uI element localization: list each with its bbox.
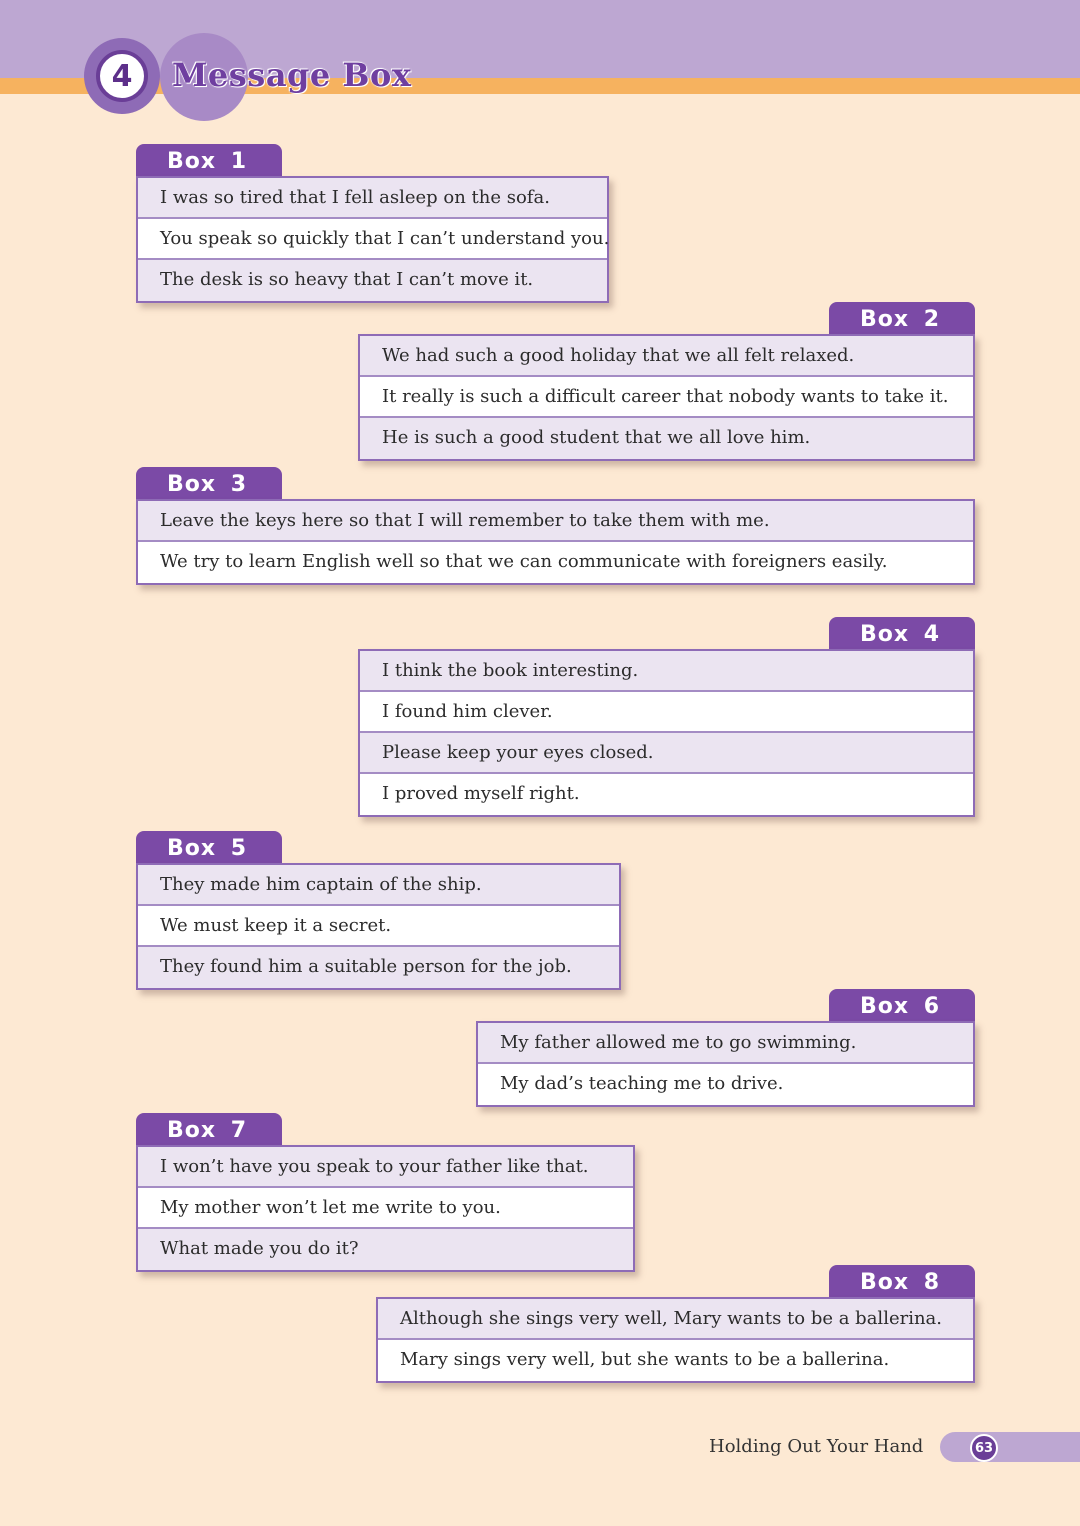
sentence-row: They made him captain of the ship.	[138, 865, 619, 906]
sentence-row: It really is such a difficult career that nobody wants to take it.	[360, 377, 973, 418]
sentence-row: We must keep it a secret.	[138, 906, 619, 947]
box-label: Box 7	[136, 1113, 282, 1147]
box-label: Box 2	[829, 302, 975, 336]
sentence-row: You speak so quickly that I can’t understand you.	[138, 219, 607, 260]
sentence-list	[358, 649, 975, 817]
footer-page-tab	[940, 1432, 1080, 1462]
sentence-row: Please keep your eyes closed.	[360, 733, 973, 774]
box-label: Box 6	[829, 989, 975, 1023]
sentence-row: He is such a good student that we all love him.	[360, 418, 973, 459]
sentence-row: I proved myself right.	[360, 774, 973, 815]
sentence-list	[136, 176, 609, 303]
sentence-row: I think the book interesting.	[360, 651, 973, 692]
sentence-list	[136, 863, 621, 990]
sentence-row: What made you do it?	[138, 1229, 633, 1270]
page-title: Message Box	[172, 56, 412, 94]
page-number: 63	[970, 1434, 998, 1462]
sentence-row: I won’t have you speak to your father like that.	[138, 1147, 633, 1188]
sentence-list	[476, 1021, 975, 1107]
sentence-list	[136, 1145, 635, 1272]
box-label: Box 4	[829, 617, 975, 651]
sentence-row: I found him clever.	[360, 692, 973, 733]
sentence-row: Although she sings very well, Mary wants to be a ballerina.	[378, 1299, 973, 1340]
sentence-list	[136, 499, 975, 585]
sentence-row: My father allowed me to go swimming.	[478, 1023, 973, 1064]
sentence-row: I was so tired that I fell asleep on the sofa.	[138, 178, 607, 219]
sentence-row: My dad’s teaching me to drive.	[478, 1064, 973, 1105]
sentence-row: We try to learn English well so that we can communicate with foreigners easily.	[138, 542, 973, 583]
box-label: Box 3	[136, 467, 282, 501]
sentence-row: They found him a suitable person for the job.	[138, 947, 619, 988]
box-label: Box 5	[136, 831, 282, 865]
sentence-row: My mother won’t let me write to you.	[138, 1188, 633, 1229]
sentence-row: We had such a good holiday that we all felt relaxed.	[360, 336, 973, 377]
section-number: 4	[96, 50, 148, 102]
sentence-row: Mary sings very well, but she wants to be a ballerina.	[378, 1340, 973, 1381]
sentence-list	[358, 334, 975, 461]
sentence-list	[376, 1297, 975, 1383]
box-label: Box 8	[829, 1265, 975, 1299]
sentence-row: Leave the keys here so that I will remember to take them with me.	[138, 501, 973, 542]
sentence-row: The desk is so heavy that I can’t move it.	[138, 260, 607, 301]
footer-book-title: Holding Out Your Hand	[709, 1436, 924, 1457]
box-label: Box 1	[136, 144, 282, 178]
